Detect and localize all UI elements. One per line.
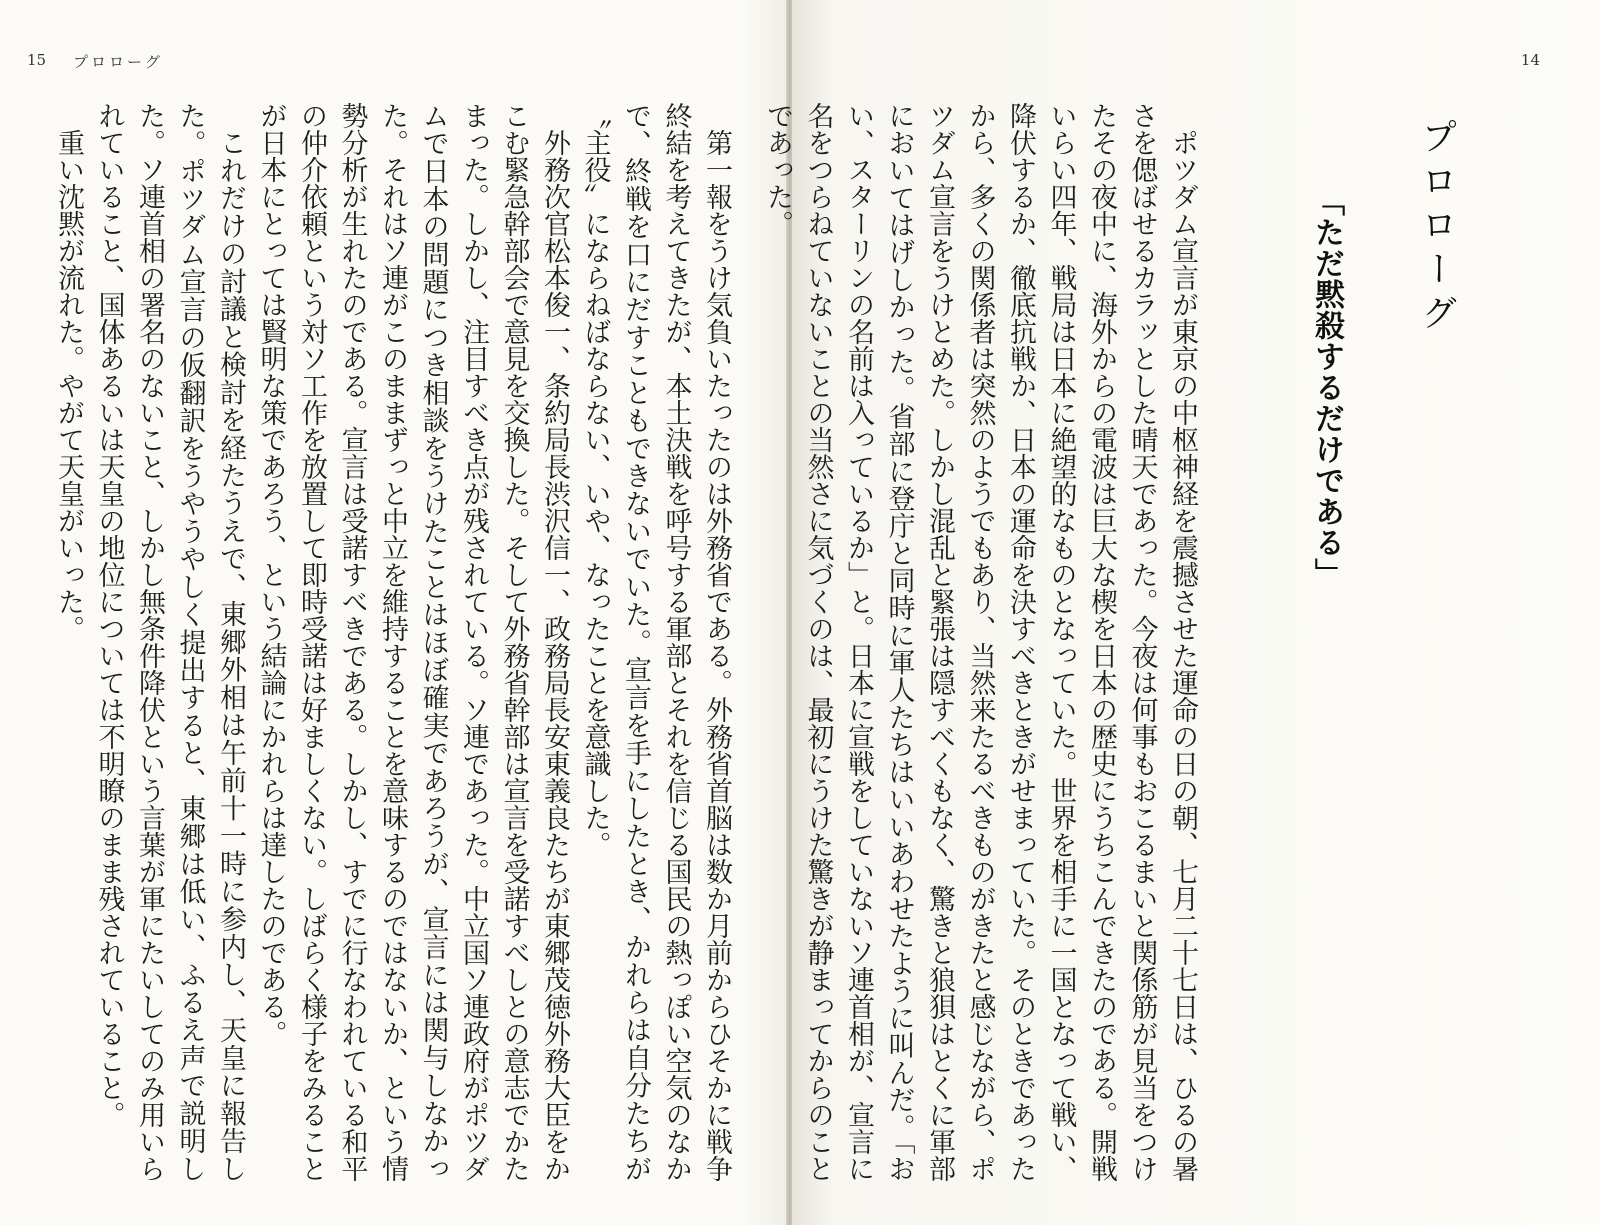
- left-paragraph-1: 第一報をうけ気負いたったのは外務省である。外務省首脳は数か月前からひそかに戦争終結を考えてきたが、本土決戦を呼号する軍部とそれを信じる国民の熱っぽい空気のなかで、終戦を口にだすこともできないでいた。宣言を手にしたとき、かれらは自分たちが〝主役〟にならねばならない、いや、なったことを意識した。: [579, 102, 732, 1182]
- right-page: [762, 0, 1600, 1225]
- left-page-number: 15: [27, 51, 47, 69]
- right-paragraph-1: ポツダム宣言が東京の中枢神経を震撼させた運命の日の朝、七月二十七日は、ひるの暑さを偲ばせるカラッとした晴天であった。今夜は何事もおこるまいと関係筋が見当をつけたその夜中に、海外からの電波は巨大な楔を日本の歴史にうちこんできたのである。開戦いらい四年、戦局は日本に絶望的なものとなっていた。世界を相手に一国となって戦い、降伏するか、徹底抗戦か、日本の運命を決すべきときがせまっていた。そのときであったから、多くの関係者は突然のようでもあり、当然来たるべきものがきたと感じながら、ポツダム宣言をうけとめた。しかし混乱と緊張は隠すべくもなく、驚きと狼狽はとくに軍部においてはげしかった。省部に登庁と同時に軍人たちはいいあわせたように叫んだ。「おい、スターリンの名前は入っているか」と。日本に宣戦をしていないソ連首相が、宣言に名をつらねていないことの当然さに気づくのは、最初にうけた驚きが静まってからのことであった。: [762, 102, 1198, 1182]
- left-page: [0, 0, 790, 1225]
- right-page-body: [762, 102, 1202, 1182]
- section-heading: 「ただ黙殺するだけである」: [1309, 186, 1344, 589]
- running-head: プロローグ: [73, 53, 164, 71]
- left-page-body: [36, 102, 736, 1182]
- left-paragraph-2: 外務次官松本俊一、条約局長渋沢信一、政務局長安東義良たちが東郷茂徳外務大臣をかこむ緊急幹部会で意見を交換した。そして外務省幹部は宣言を受諾すべしとの意志でかたまった。しかし、注目すべき点が残されている。ソ連であった。中立国ソ連政府がポツダムで日本の問題につき相談をうけたことはほぼ確実であろうが、宣言には関与しなかった。それはソ連がこのままずっと中立を維持することを意味するのではないか、という情勢分析が生れたのである。宣言は受諾すべきである。しかし、すでに行なわれている和平の仲介依頼という対ソ工作を放置して即時受諾は好ましくない。しばらく様子をみることが日本にとっては賢明な策であろう、という結論にかれらは達したのである。: [255, 102, 570, 1182]
- chapter-title: プロローグ: [1416, 118, 1457, 338]
- left-paragraph-4: 重い沈黙が流れた。やがて天皇がいった。: [53, 129, 84, 642]
- left-paragraph-3: これだけの討議と検討を経たうえで、東郷外相は午前十一時に参内し、天皇に報告した。ポツダム宣言の仮翻訳をうやうやしく提出すると、東郷は低い、ふるえ声で説明した。ソ連首相の署名のないこと、しかし無条件降伏という言葉が軍にたいしてのみ用いられていること、国体あるいは天皇の地位については不明瞭のまま残されていること。: [93, 102, 246, 1183]
- right-page-number: 14: [1520, 51, 1540, 69]
